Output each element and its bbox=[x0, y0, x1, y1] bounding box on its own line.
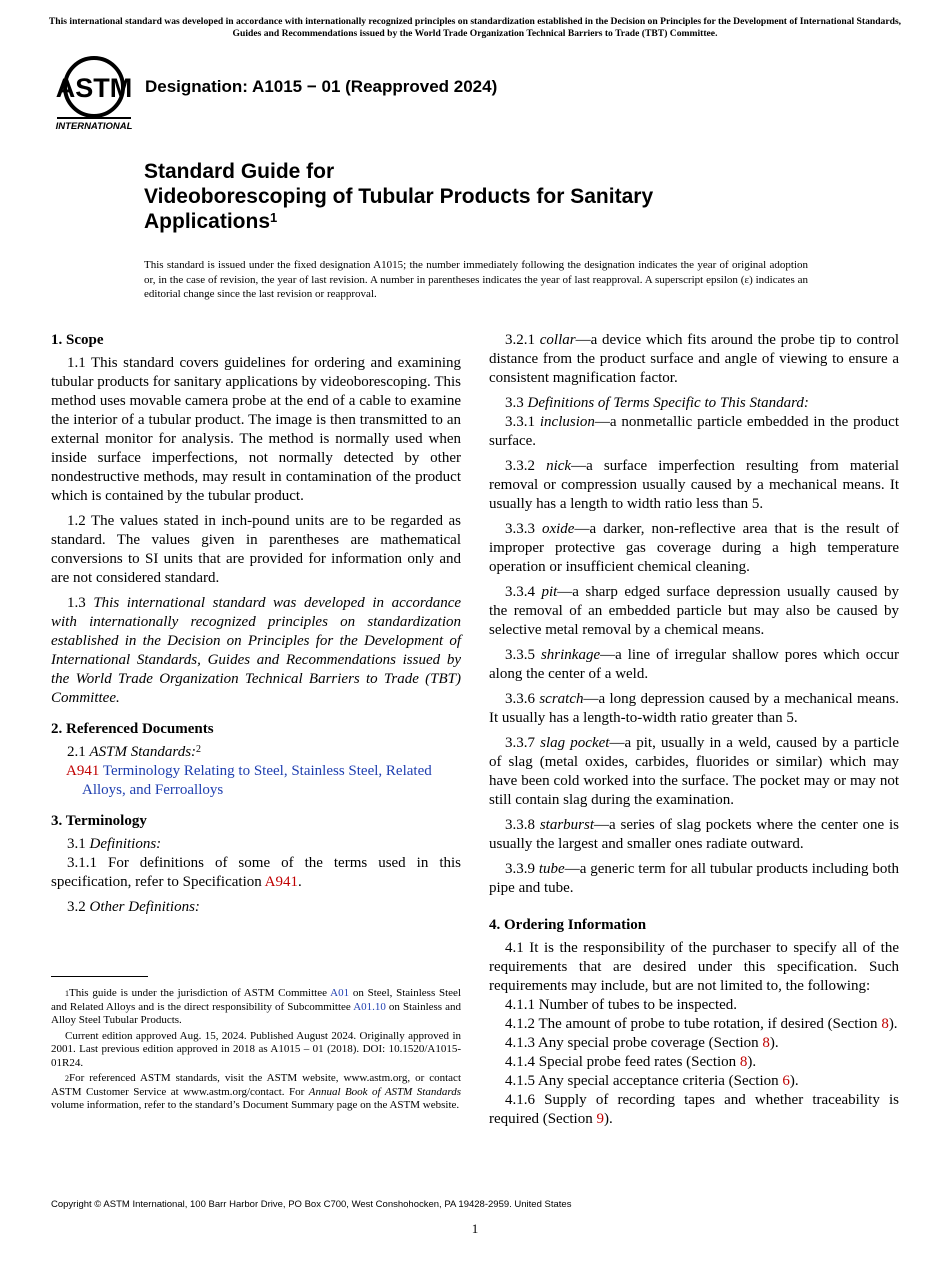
term-3-3-8: 3.3.8 starburst—a series of slag pockets where the center one is usually the largest and smaller ones radiate outward. bbox=[489, 817, 899, 852]
term-3-3-6: 3.3.6 scratch—a long depression caused by a mechanical means. It usually has a length-to-width ratio greater than 5. bbox=[489, 691, 900, 726]
referenced-document-link[interactable]: A941 Terminology Relating to Steel, Stainless Steel, Related Alloys, and Ferroalloys bbox=[66, 763, 432, 798]
term-3-3-2: 3.3.2 nick—a surface imperfection resulting from material removal or compression usually caused by a mechanical means. It usually has a length to width ratio less than 5. bbox=[489, 458, 899, 512]
spec-a941-link[interactable]: A941 bbox=[264, 874, 299, 890]
footnotes bbox=[51, 987, 461, 1115]
footnote-divider bbox=[51, 976, 148, 977]
paragraph-4-1-3: 4.1.3 Any special probe coverage (Section 8). bbox=[505, 1035, 779, 1051]
footnote-1-edition: Current edition approved Aug. 15, 2024. Published August 2024. Originally approved in 2001. Last previous edition approved in 2018 as A1015 – 01 (2018). DOI: 10.1520/A1015-01R24. bbox=[51, 1029, 461, 1069]
logo-text: INTERNATIONAL bbox=[55, 121, 133, 132]
section-9-link[interactable]: 9 bbox=[596, 1111, 604, 1127]
section-6-link[interactable]: 6 bbox=[782, 1073, 790, 1089]
footnote-1: $^1$This guide is under the jurisdiction of ASTM Committee A01 on Steel, Stainless Steel and Related Alloys and is the direct responsibility of Subcommittee A01.10 on Stainless and Alloy Steel Tubular Products. bbox=[51, 987, 461, 1026]
term-3-3-9: 3.3.9 tube—a generic term for all tubular products including both pipe and tube. bbox=[489, 861, 899, 896]
section-heading-scope: 1. Scope bbox=[51, 332, 104, 348]
paragraph-4-1-2: 4.1.2 The amount of probe to tube rotation, if desired (Section 8). bbox=[505, 1016, 898, 1032]
footnote-2: $^2$For referenced ASTM standards, visit the ASTM website, www.astm.org, or contact ASTM Customer Service at www.astm.org/contact. For Annual Book of ASTM Standards volume information, refer to the standard’s Document Summary page on the ASTM website. bbox=[51, 1072, 461, 1111]
section-heading-ordering-information: 4. Ordering Information bbox=[489, 917, 647, 933]
section-heading-referenced-documents: 2. Referenced Documents bbox=[51, 721, 214, 737]
section-8-link[interactable]: 8 bbox=[762, 1035, 770, 1051]
paragraph-1-2: 1.2 The values stated in inch-pound units are to be regarded as standard. The values given in parentheses are mathematical conversions to SI units that are provided for information only and are not considered standard. bbox=[51, 513, 461, 586]
paragraph-4-1-1: 4.1.1 Number of tubes to be inspected. bbox=[505, 997, 738, 1013]
paragraph-3-1-1: 3.1.1 For definitions of some of the terms used in this specification, refer to Specification A941. bbox=[51, 855, 461, 890]
paragraph-1-3: 1.3 This international standard was developed in accordance with internationally recognized principles on standardization established in the Decision on Principles for the Development of International Standards, Guides and Recommendations issued by the World Trade Organization Technical Barriers to Trade (TBT) Committee. bbox=[51, 595, 462, 706]
paragraph-3-2: 3.2 Other Definitions: bbox=[67, 899, 200, 915]
paragraph-3-2-1: 3.2.1 collar—a device which fits around the probe tip to control distance from the product surface and angle of viewing to ensure a consistent magnification factor. bbox=[489, 332, 900, 386]
paragraph-2-1: 2.1 ASTM Standards:$^2$ bbox=[67, 744, 202, 760]
section-heading-terminology: 3. Terminology bbox=[51, 813, 147, 829]
term-3-3-7: 3.3.7 slag pocket—a pit, usually in a weld, caused by a particle of slag (metal oxides, carbides, fluorides or similar) which may have been cold worked into the surface. The pocket may or may not still contain slag during the examination. bbox=[489, 735, 900, 808]
term-3-3-5: 3.3.5 shrinkage—a line of irregular shallow pores which occur along the center of a weld. bbox=[489, 647, 900, 682]
copyright: Copyright © ASTM International, 100 Barr Harbor Drive, PO Box C700, West Conshohocken, PA 19428-2959. United States bbox=[51, 1199, 572, 1210]
document-title bbox=[144, 159, 784, 234]
paragraph-3-1: 3.1 Definitions: bbox=[67, 836, 162, 852]
paragraph-3-3: 3.3 Definitions of Terms Specific to This Standard: bbox=[505, 395, 809, 411]
right-column bbox=[489, 331, 899, 1129]
paragraph-4-1-5: 4.1.5 Any special acceptance criteria (Section 6). bbox=[505, 1073, 799, 1089]
paragraph-4-1-4: 4.1.4 Special probe feed rates (Section 8). bbox=[505, 1054, 757, 1070]
top-notice: This international standard was developed in accordance with internationally recognized principles on standardization established in the Decision on Principles for the Development of International Standards, Guides and Recommendations issued by the World Trade Organization Technical Barriers to Trade (TBT) Committee. bbox=[48, 16, 902, 39]
subcommittee-a01-10-link[interactable]: A01.10 bbox=[353, 1000, 386, 1013]
issue-note: This standard is issued under the fixed designation A1015; the number immediately following the designation indicates the year of original adoption or, in the case of revision, the year of last revision. A number in parentheses indicates the year of last reapproval. A superscript epsilon (ε) indicates an editorial change since the last revision or reapproval. bbox=[144, 259, 808, 300]
title-line-1: Standard Guide for bbox=[144, 160, 335, 183]
logo-letters: ASTM bbox=[55, 73, 133, 103]
page-number: 1 bbox=[471, 1221, 479, 1236]
term-3-3-4: 3.3.4 pit—a sharp edged surface depression usually caused by the removal of an embedded particle but may also be caused by selective metal removal by a chemical means. bbox=[489, 584, 899, 638]
astm-international-logo-icon bbox=[54, 56, 134, 132]
term-3-3-3: 3.3.3 oxide—a darker, non-reflective area that is the result of improper protective gas coverage during a high temperature operation or insufficient chemical cleaning. bbox=[489, 521, 900, 575]
title-footnote-mark: 1 bbox=[270, 210, 278, 225]
title-line-3: Applications bbox=[144, 210, 271, 233]
paragraph-1-1: 1.1 This standard covers guidelines for ordering and examining tubular products for sanitary applications by videoborescoping. This method uses movable camera probe at the end of a cable to examine the interior of a tubular product. The image is then transmitted to an external monitor for analysis. The method is normally used when inside surface imperfections, not normally detected by other nondestructive methods, may result in contamination of the product which is contained by the tubular product. bbox=[51, 355, 461, 504]
term-3-3-1: 3.3.1 inclusion—a nonmetallic particle embedded in the product surface. bbox=[489, 414, 899, 449]
section-8-link[interactable]: 8 bbox=[739, 1054, 748, 1070]
title-line-2: Videoborescoping of Tubular Products for Sanitary bbox=[144, 185, 654, 208]
paragraph-4-1-6: 4.1.6 Supply of recording tapes and whether traceability is required (Section 9). bbox=[489, 1092, 899, 1127]
committee-a01-link[interactable]: A01 bbox=[330, 987, 350, 999]
section-8-link[interactable]: 8 bbox=[881, 1016, 889, 1032]
designation: Designation: A1015 − 01 (Reapproved 2024) bbox=[145, 77, 498, 96]
paragraph-4-1: 4.1 It is the responsibility of the purchaser to specify all of the requirements that are desired under this specification. Such requirements may include, but are not limited to, the following: bbox=[489, 940, 899, 994]
left-column bbox=[51, 331, 461, 923]
